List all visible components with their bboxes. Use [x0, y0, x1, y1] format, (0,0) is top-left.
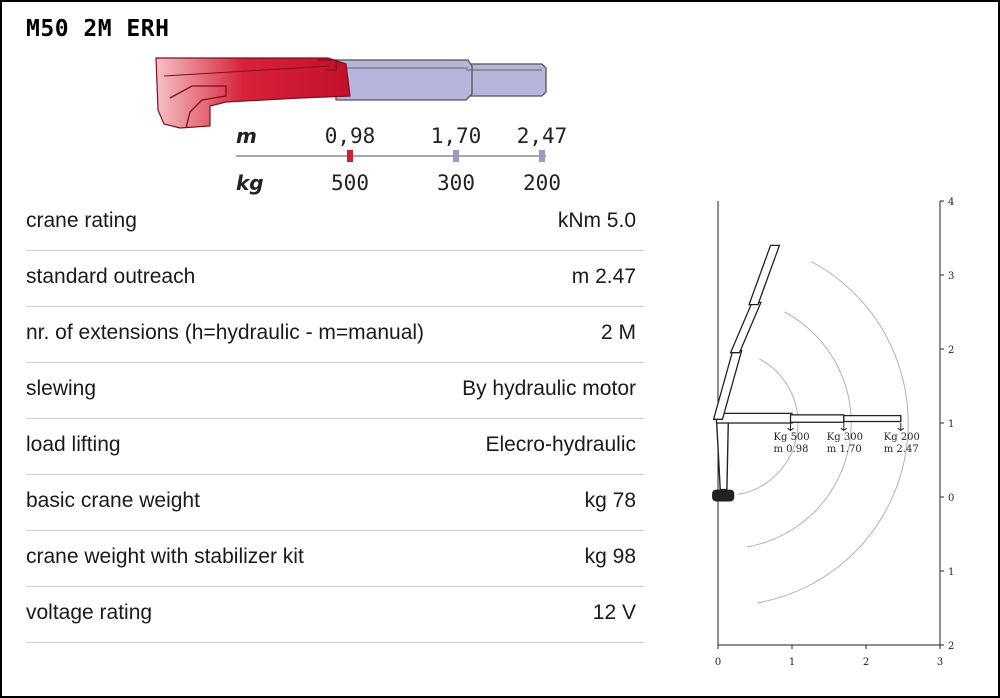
diagram-load-kg: Kg 500	[773, 432, 810, 444]
y-tick-label: 0	[948, 493, 955, 504]
working-range-diagram	[700, 195, 965, 670]
load-point-marker	[347, 150, 353, 162]
diagram-load-m: m 0.98	[773, 443, 809, 455]
load-point-marker	[453, 150, 459, 162]
load-distance-value: 1,70	[430, 124, 482, 148]
load-hook	[788, 423, 794, 430]
spec-row	[26, 419, 644, 475]
y-tick-label: 4	[948, 197, 955, 208]
horizontal-boom-segment	[844, 416, 901, 422]
spec-value: By hydraulic motor	[462, 377, 636, 400]
load-weight-value: 200	[523, 171, 561, 195]
load-hook	[898, 423, 904, 430]
m-unit-label: m	[236, 124, 257, 148]
spec-value: Elecro-hydraulic	[485, 433, 636, 456]
spec-label: standard outreach	[26, 265, 196, 288]
spec-value: kg 78	[584, 489, 636, 512]
y-tick-label: 1	[948, 567, 955, 578]
x-tick-label: 2	[862, 657, 870, 668]
y-tick-label: 2	[948, 345, 955, 356]
kg-unit-label: kg	[236, 171, 264, 195]
raised-boom-segment	[731, 302, 761, 352]
reach-arc	[747, 312, 851, 547]
spec-label: voltage rating	[26, 601, 153, 624]
spec-value: kNm 5.0	[557, 209, 636, 232]
specs-table	[26, 195, 644, 643]
spec-label: nr. of extensions (h=hydraulic - m=manual)	[26, 321, 425, 344]
raised-boom-segment	[749, 245, 779, 304]
load-distance-value: 0,98	[324, 124, 376, 148]
spec-value: 2 M	[600, 321, 636, 344]
model-title: M50 2M ERH	[26, 16, 170, 42]
spec-row	[26, 587, 644, 643]
spec-value: m 2.47	[571, 265, 636, 288]
y-tick-label: 2	[948, 641, 955, 652]
spec-row	[26, 531, 644, 587]
spec-row	[26, 195, 644, 251]
x-tick-label: 0	[714, 657, 722, 668]
spec-value: 12 V	[592, 601, 636, 624]
diagram-load-m: m 2.47	[883, 443, 919, 455]
spec-row	[26, 307, 644, 363]
spec-label: load lifting	[26, 433, 121, 456]
diagram-load-kg: Kg 300	[826, 432, 863, 444]
spec-value: kg 98	[584, 545, 636, 568]
spec-label: slewing	[26, 377, 97, 400]
load-weight-value: 500	[331, 171, 369, 195]
diagram-load-kg: Kg 200	[883, 432, 920, 444]
spec-label: basic crane weight	[26, 489, 200, 512]
y-tick-label: 3	[948, 271, 955, 282]
spec-row	[26, 475, 644, 531]
diagram-load-m: m 1.70	[826, 443, 862, 455]
load-weight-value: 300	[437, 171, 475, 195]
load-point-marker	[539, 150, 545, 162]
spec-row	[26, 251, 644, 307]
load-distance-value: 2,47	[516, 124, 568, 148]
horizontal-boom-segment	[717, 413, 792, 423]
spec-label: crane rating	[26, 209, 137, 232]
horizontal-boom-segment	[791, 415, 844, 422]
load-chart-table	[230, 112, 580, 202]
reach-arc	[738, 359, 798, 494]
x-tick-label: 1	[788, 657, 796, 668]
spec-row	[26, 363, 644, 419]
x-tick-label: 3	[936, 657, 944, 668]
load-hook	[841, 423, 847, 430]
crane-base	[712, 490, 734, 502]
y-tick-label: 1	[948, 419, 955, 430]
spec-label: crane weight with stabilizer kit	[26, 545, 304, 568]
